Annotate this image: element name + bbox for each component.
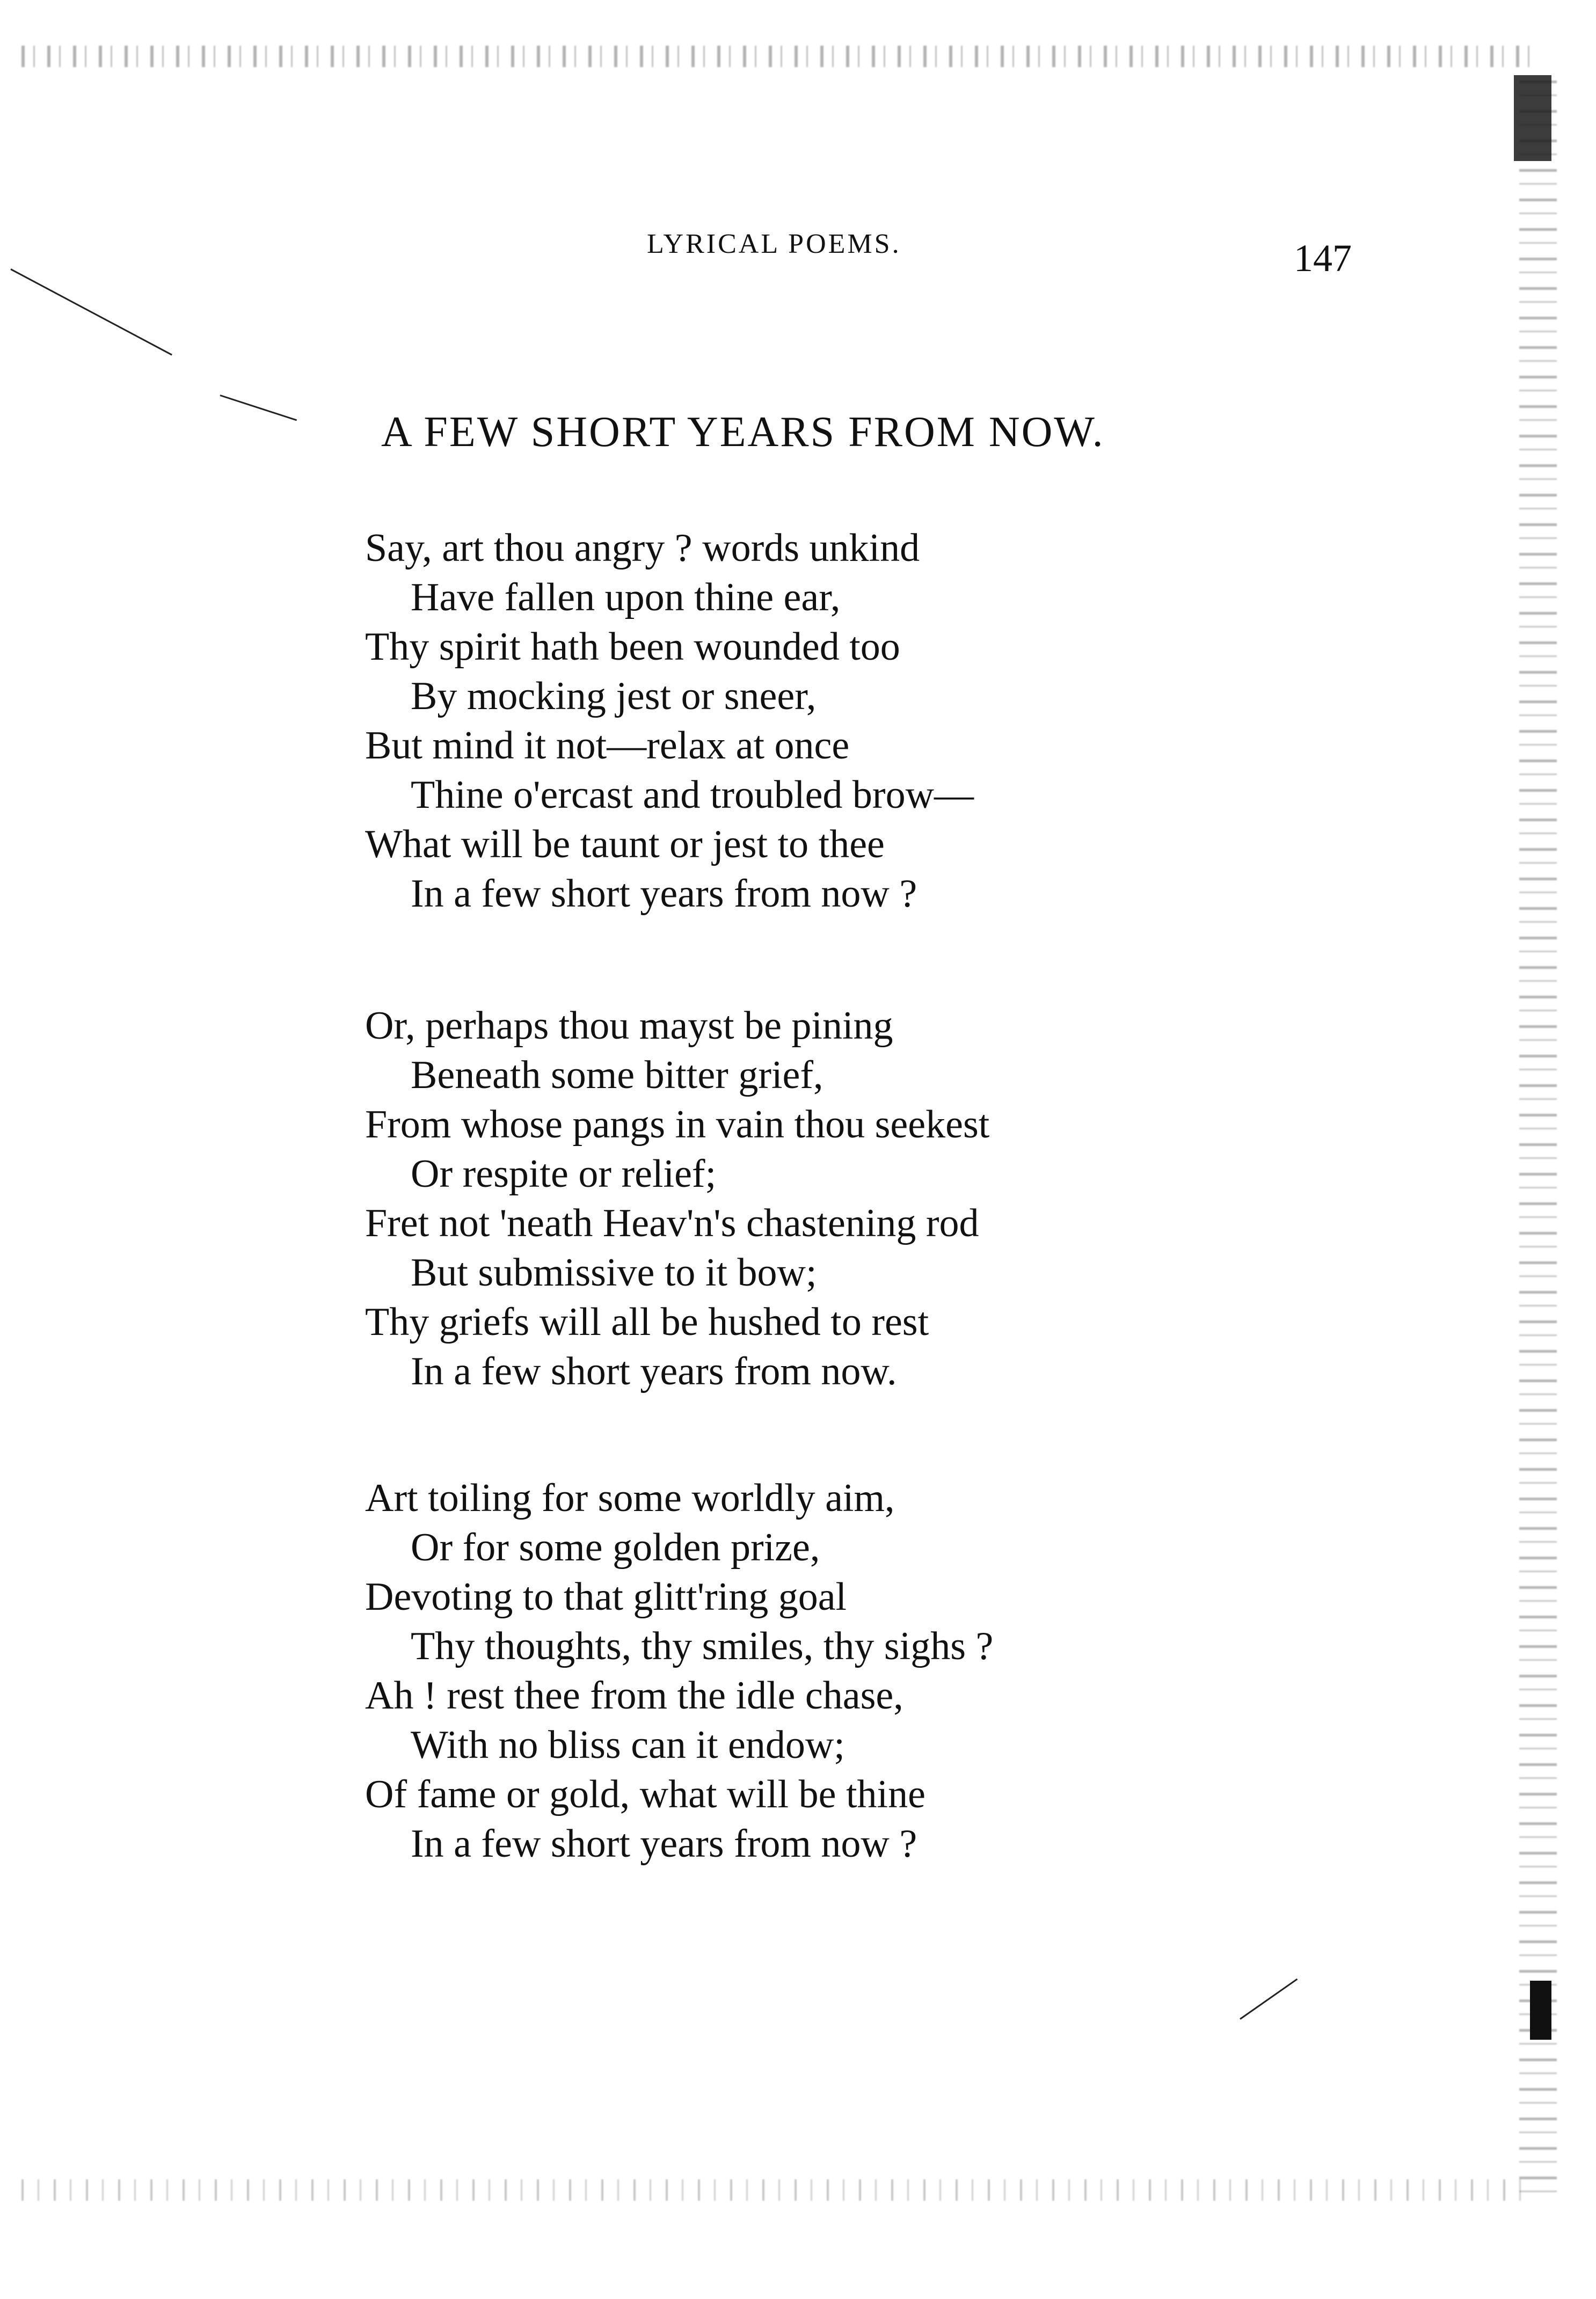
poem-line: Thy spirit hath been wounded too <box>365 625 900 669</box>
poem-line: Or, perhaps thou mayst be pining <box>365 1004 893 1048</box>
page-number: 147 <box>1294 237 1352 280</box>
poem-line: But submissive to it bow; <box>411 1251 817 1295</box>
poem-line: Ah ! rest thee from the idle chase, <box>365 1674 903 1718</box>
poem-line: In a few short years from now. <box>411 1349 897 1393</box>
scan-stroke-1 <box>10 268 172 355</box>
poem-line: What will be taunt or jest to thee <box>365 822 885 866</box>
poem-line: Thy griefs will all be hushed to rest <box>365 1300 929 1344</box>
poem-line: By mocking jest or sneer, <box>411 674 817 718</box>
poem-title: A FEW SHORT YEARS FROM NOW. <box>381 408 1105 456</box>
stanza-2 <box>365 1001 1385 1396</box>
poem-line: Fret not 'neath Heav'n's chastening rod <box>365 1201 979 1245</box>
poem-line: Of fame or gold, what will be thine <box>365 1772 925 1816</box>
poem-line: Say, art thou angry ? words unkind <box>365 526 920 570</box>
stanza-3 <box>365 1473 1385 1869</box>
scan-shadow-corner <box>1514 75 1551 161</box>
poem-line: With no bliss can it endow; <box>411 1723 845 1767</box>
scan-stroke-2 <box>220 395 297 421</box>
poem-line: Have fallen upon thine ear, <box>411 575 841 619</box>
poem-line: Thy thoughts, thy smiles, thy sighs ? <box>411 1624 994 1668</box>
poem-line: Art toiling for some worldly aim, <box>365 1476 895 1520</box>
poem-line: From whose pangs in vain thou seekest <box>365 1103 990 1147</box>
stanza-1 <box>365 523 1385 918</box>
scan-stroke-3 <box>1240 1979 1298 2020</box>
poem-line: In a few short years from now ? <box>411 872 917 916</box>
scan-noise-top <box>21 46 1535 67</box>
poem-line: Thine o'ercast and troubled brow— <box>411 773 974 817</box>
running-head: LYRICAL POEMS. <box>647 229 901 259</box>
scan-shadow-block <box>1530 1981 1551 2040</box>
poem-line: Or for some golden prize, <box>411 1526 820 1570</box>
poem-line: In a few short years from now ? <box>411 1822 917 1866</box>
poem-line: But mind it not—relax at once <box>365 724 850 768</box>
poem-line: Beneath some bitter grief, <box>411 1053 823 1097</box>
poem-line: Or respite or relief; <box>411 1152 717 1196</box>
scan-noise-right <box>1519 81 1557 2201</box>
scan-noise-bottom <box>21 2179 1525 2201</box>
poem-line: Devoting to that glitt'ring goal <box>365 1575 847 1619</box>
